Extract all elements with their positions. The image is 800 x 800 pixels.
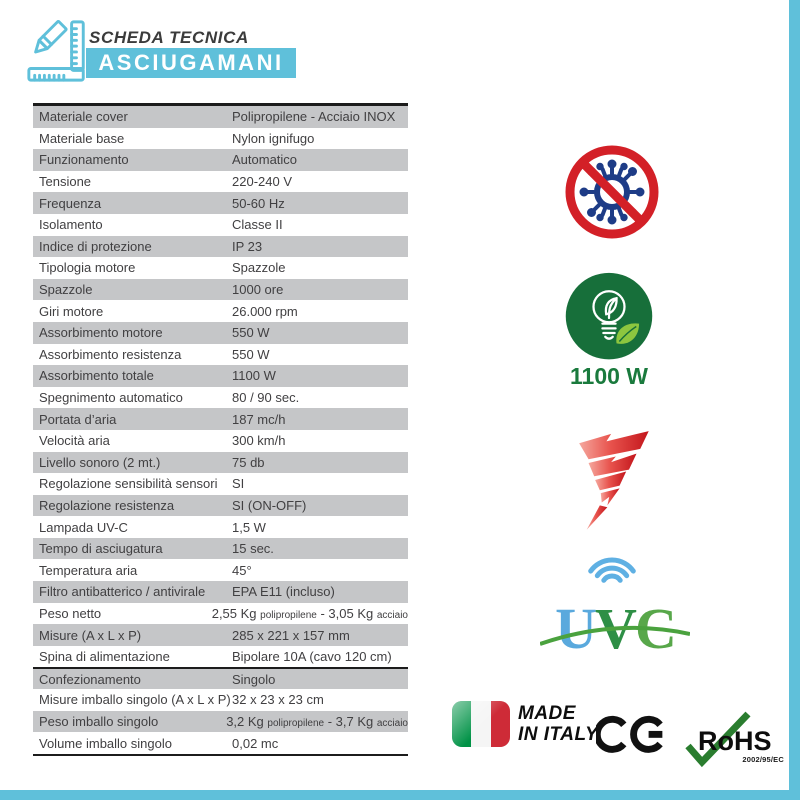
virus-prohibited-icon <box>562 142 662 242</box>
spec-table <box>33 103 408 756</box>
spec-label: Volume imballo singolo <box>39 735 172 751</box>
spec-row <box>33 430 408 452</box>
spec-value: Classe II <box>232 217 283 233</box>
spec-row <box>33 149 408 171</box>
spec-label: Spazzole <box>39 282 93 298</box>
spec-row <box>33 516 408 538</box>
spec-value: 3,2 Kg polipropilene - 3,7 Kg acciaio <box>226 713 408 729</box>
made-in-italy-line2: IN ITALY <box>518 724 599 745</box>
spec-row <box>33 711 408 733</box>
rohs-label: RoHS <box>698 726 772 756</box>
spec-row <box>33 667 408 689</box>
spec-label: Confezionamento <box>39 671 141 687</box>
spec-row <box>33 624 408 646</box>
spec-label: Misure imballo singolo (A x L x P) <box>39 692 231 708</box>
spec-value: 550 W <box>232 346 270 362</box>
spec-row <box>33 646 408 668</box>
spec-label: Regolazione resistenza <box>39 497 175 513</box>
tornado-icon <box>566 426 660 548</box>
spec-value: EPA E11 (incluso) <box>232 584 335 600</box>
spec-row <box>33 106 408 128</box>
spec-value: 1100 W <box>232 368 276 384</box>
uvc-rays-icon <box>540 552 690 657</box>
spec-row <box>33 214 408 236</box>
pencil-ruler-icon <box>24 17 92 85</box>
spec-row <box>33 192 408 214</box>
spec-label: Livello sonoro (2 mt.) <box>39 454 161 470</box>
spec-row <box>33 473 408 495</box>
spec-label: Spina di alimentazione <box>39 649 170 665</box>
spec-value: Singolo <box>232 671 276 687</box>
spec-label: Regolazione sensibilità sensori <box>39 476 218 492</box>
spec-label: Assorbimento resistenza <box>39 346 182 362</box>
spec-label: Peso netto <box>39 605 102 621</box>
spec-label: Indice di protezione <box>39 238 152 254</box>
rohs-directive: 2002/95/EC <box>742 755 784 764</box>
spec-value: SI <box>232 476 245 492</box>
spec-label: Materiale cover <box>39 109 128 125</box>
spec-label: Materiale base <box>39 130 125 146</box>
spec-value: Automatico <box>232 152 298 168</box>
spec-label: Temperatura aria <box>39 562 138 578</box>
spec-value: 80 / 90 sec. <box>232 390 300 406</box>
spec-label: Filtro antibatterico / antivirale <box>39 584 206 600</box>
spec-value: 285 x 221 x 157 mm <box>232 627 350 643</box>
spec-row <box>33 559 408 581</box>
spec-row <box>33 322 408 344</box>
spec-row <box>33 365 408 387</box>
spec-value: 26.000 rpm <box>232 303 298 319</box>
spec-value: IP 23 <box>232 238 263 254</box>
made-in-italy-line1: MADE <box>518 703 576 724</box>
spec-value: 0,02 mc <box>232 735 279 751</box>
spec-label: Giri motore <box>39 303 104 319</box>
spec-row <box>33 128 408 150</box>
spec-label: Isolamento <box>39 217 103 233</box>
italy-flag-icon <box>452 701 510 747</box>
page-subtitle: ASCIUGAMANI <box>98 50 284 75</box>
ce-mark-icon <box>596 707 668 763</box>
spec-value: 75 db <box>232 454 265 470</box>
spec-value: SI (ON-OFF) <box>232 497 307 513</box>
page-edge-accent-right <box>789 0 800 800</box>
spec-row <box>33 344 408 366</box>
rohs-badge <box>684 710 788 770</box>
spec-label: Misure (A x L x P) <box>39 627 142 643</box>
uvc-letter-c: C <box>634 596 675 657</box>
spec-label: Portata d’aria <box>39 411 117 427</box>
spec-row <box>33 495 408 517</box>
spec-label: Tipologia motore <box>39 260 136 276</box>
spec-label: Tensione <box>39 174 92 190</box>
uvc-letter-v: V <box>595 596 635 657</box>
spec-value: 1,5 W <box>232 519 266 535</box>
spec-row <box>33 300 408 322</box>
spec-label: Lampada UV-C <box>39 519 128 535</box>
spec-label: Funzionamento <box>39 152 129 168</box>
spec-value: 2,55 Kg polipropilene - 3,05 Kg acciaio <box>211 605 408 621</box>
spec-row <box>33 236 408 258</box>
spec-value: 220-240 V <box>232 174 292 190</box>
spec-row <box>33 387 408 409</box>
spec-value: 187 mc/h <box>232 411 286 427</box>
spec-row <box>33 538 408 560</box>
spec-row <box>33 408 408 430</box>
spec-label: Tempo di asciugatura <box>39 541 163 557</box>
uvc-letter-u: U <box>555 596 596 657</box>
spec-label: Velocità aria <box>39 433 110 449</box>
spec-row <box>33 279 408 301</box>
spec-value: Nylon ignifugo <box>232 130 315 146</box>
spec-label: Assorbimento totale <box>39 368 154 384</box>
spec-value: Polipropilene - Acciaio INOX <box>232 109 396 125</box>
spec-value: Spazzole <box>232 260 286 276</box>
spec-value: 15 sec. <box>232 541 274 557</box>
spec-value: Bipolare 10A (cavo 120 cm) <box>232 649 392 665</box>
spec-row <box>33 603 408 625</box>
page-title: SCHEDA TECNICA <box>89 28 249 47</box>
spec-row <box>33 257 408 279</box>
spec-row <box>33 171 408 193</box>
power-badge: 1100 W <box>570 363 648 389</box>
made-in-italy-label <box>518 703 598 745</box>
spec-value: 32 x 23 x 23 cm <box>232 692 324 708</box>
spec-label: Peso imballo singolo <box>39 713 159 729</box>
spec-row <box>33 581 408 603</box>
page-subtitle-band <box>86 48 296 78</box>
spec-row <box>33 452 408 474</box>
spec-label: Assorbimento motore <box>39 325 163 341</box>
spec-value: 550 W <box>232 325 270 341</box>
spec-value: 45° <box>232 562 252 578</box>
spec-row <box>33 689 408 711</box>
page-edge-accent-bottom <box>0 790 800 800</box>
spec-value: 1000 ore <box>232 282 284 298</box>
eco-bulb-icon <box>562 271 656 365</box>
spec-label: Frequenza <box>39 195 102 211</box>
spec-value: 300 km/h <box>232 433 286 449</box>
spec-label: Spegnimento automatico <box>39 390 183 406</box>
spec-value: 50-60 Hz <box>232 195 285 211</box>
spec-row <box>33 732 408 754</box>
